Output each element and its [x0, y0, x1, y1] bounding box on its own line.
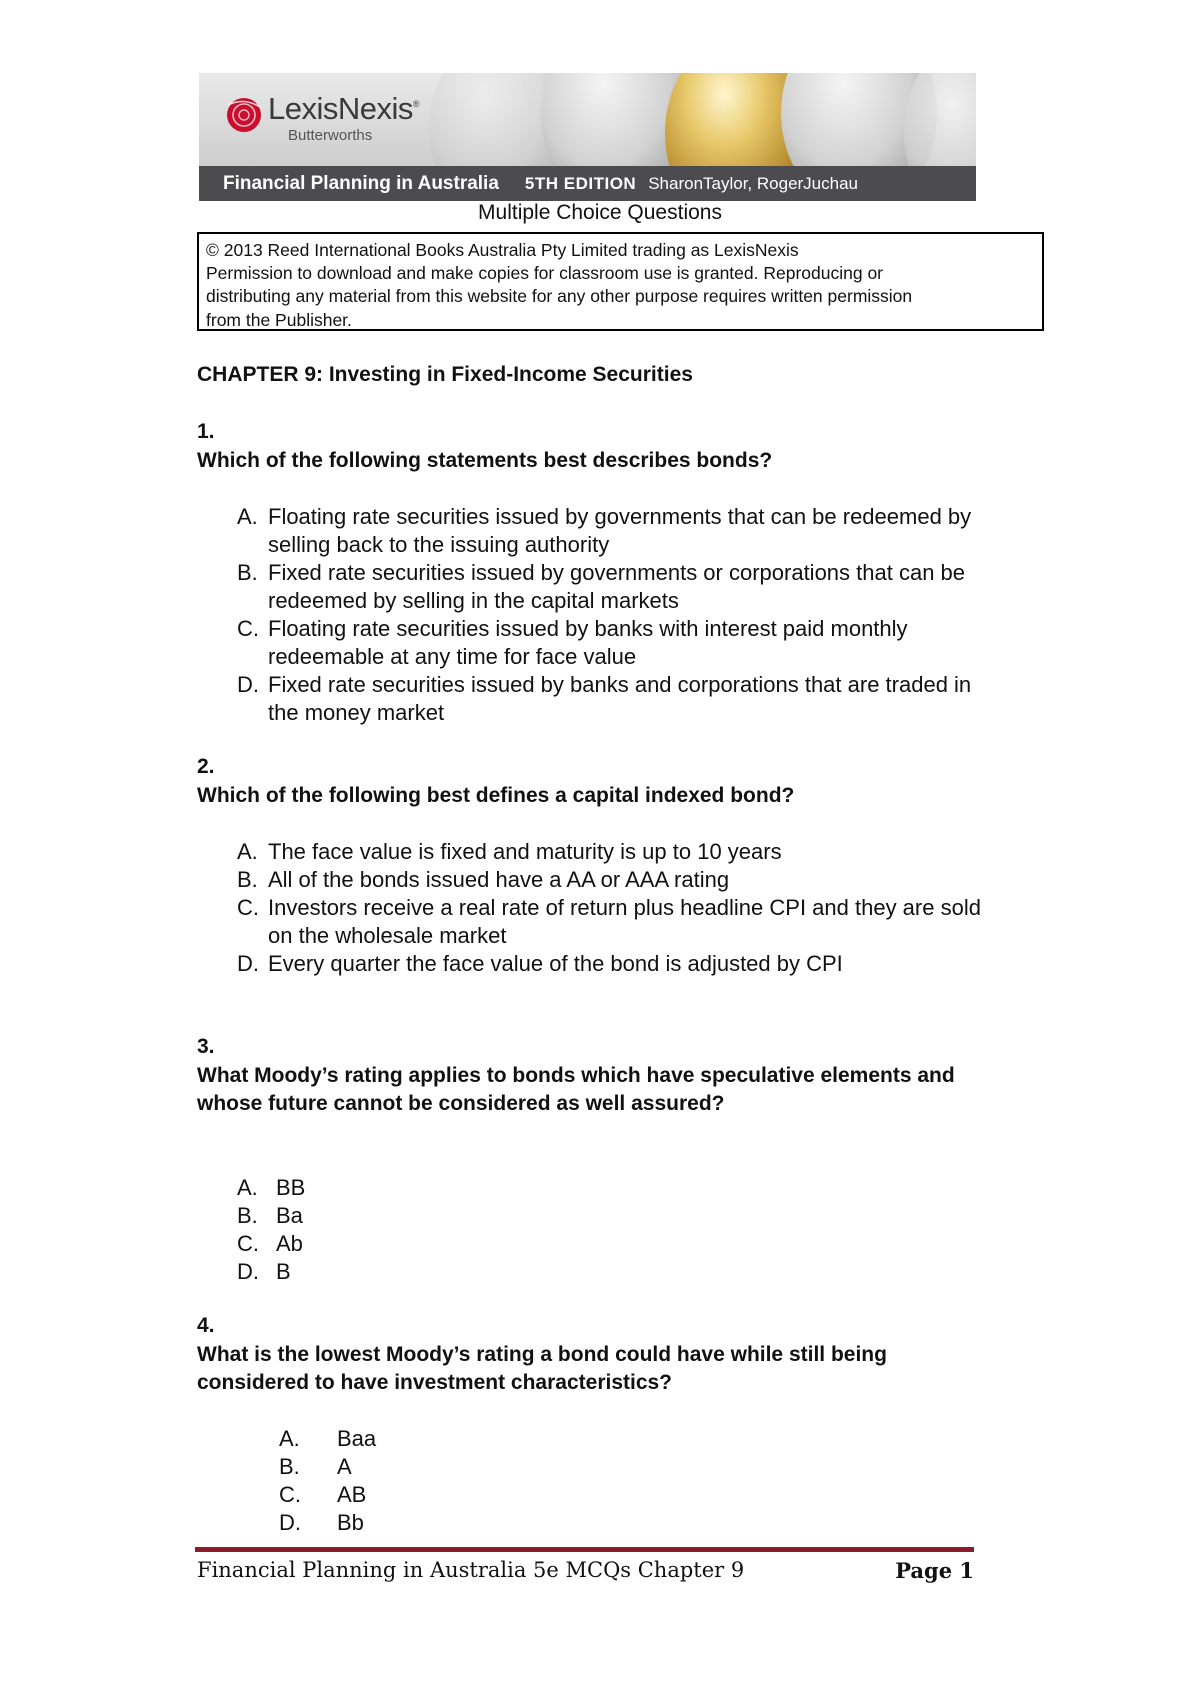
option-letter: B.	[237, 560, 258, 585]
book-title-bar	[199, 166, 976, 201]
answer-option	[237, 559, 997, 615]
option-letter: B.	[237, 867, 258, 892]
answer-option	[237, 838, 997, 866]
brand-name: LexisNexis®	[268, 91, 420, 126]
answer-option	[237, 1258, 997, 1286]
edition-label: 5TH EDITION	[524, 173, 637, 193]
header-banner	[199, 73, 976, 201]
answer-options	[237, 838, 997, 978]
copyright-line: from the Publisher.	[206, 309, 352, 330]
option-text: Investors receive a real rate of return plus headline CPI and they are sold on the wholesale market	[268, 895, 981, 948]
answer-options	[237, 503, 997, 727]
option-text: Floating rate securities issued by governments that can be redeemed by selling back to the issuing authority	[268, 504, 972, 557]
option-letter: A.	[279, 1426, 300, 1451]
option-text: BB	[276, 1175, 306, 1200]
answer-option	[279, 1509, 1039, 1537]
answer-option	[237, 866, 997, 894]
copyright-line: Permission to download and make copies for classroom use is granted. Reproducing or	[206, 263, 884, 284]
option-letter: D.	[279, 1510, 301, 1535]
option-text: Baa	[337, 1426, 377, 1451]
option-text: B	[276, 1259, 291, 1284]
option-letter: D.	[237, 1259, 259, 1284]
answer-option	[237, 1174, 997, 1202]
question-text: What Moody’s rating applies to bonds which have speculative elements and whose future cannot be considered as well assured?	[197, 1064, 955, 1115]
question-number: 4.	[197, 1314, 215, 1337]
answer-option	[237, 1202, 997, 1230]
answer-option	[279, 1481, 1039, 1509]
option-letter: D.	[237, 951, 259, 976]
answer-option	[279, 1425, 1039, 1453]
option-letter: B.	[279, 1454, 300, 1479]
answer-options	[279, 1425, 1039, 1537]
option-text: Bb	[337, 1510, 364, 1535]
question-number: 1.	[197, 420, 215, 443]
option-text: AB	[337, 1482, 367, 1507]
answer-option	[237, 1230, 997, 1258]
option-text: Floating rate securities issued by banks with interest paid monthly redeemable at any time for face value	[268, 616, 908, 669]
book-title: Financial Planning in Australia	[223, 172, 499, 194]
option-text: The face value is fixed and maturity is up to 10 years	[268, 839, 782, 864]
question-text: Which of the following best defines a capital indexed bond?	[197, 784, 795, 807]
lexisnexis-logo-icon	[224, 95, 264, 135]
option-text: All of the bonds issued have a AA or AAA rating	[268, 867, 730, 892]
option-letter: C.	[237, 895, 259, 920]
option-letter: B.	[237, 1203, 258, 1228]
answer-option	[237, 671, 997, 727]
brand-subtitle: Butterworths	[288, 127, 373, 144]
question-number: 3.	[197, 1035, 215, 1058]
footer-divider	[195, 1547, 974, 1552]
page-number: Page 1	[895, 1558, 974, 1583]
option-letter: A.	[237, 839, 258, 864]
option-text: Every quarter the face value of the bond is adjusted by CPI	[268, 951, 843, 976]
answer-option	[237, 894, 997, 950]
answer-option	[237, 503, 997, 559]
option-text: A	[337, 1454, 352, 1479]
option-text: Ba	[276, 1203, 303, 1228]
page-heading: Multiple Choice Questions	[478, 201, 722, 224]
question-number: 2.	[197, 755, 215, 778]
answer-option	[237, 615, 997, 671]
option-letter: C.	[237, 1231, 259, 1256]
answer-option	[237, 950, 997, 978]
footer-title: Financial Planning in Australia 5e MCQs Chapter 9	[197, 1558, 745, 1582]
option-text: Ab	[276, 1231, 303, 1256]
answer-options	[237, 1174, 997, 1286]
question-text: What is the lowest Moody’s rating a bond could have while still being considered to have investment characteristics?	[197, 1343, 887, 1394]
copyright-box	[197, 232, 1044, 331]
option-letter: C.	[279, 1482, 301, 1507]
option-letter: A.	[237, 504, 258, 529]
option-letter: A.	[237, 1175, 258, 1200]
question-text: Which of the following statements best describes bonds?	[197, 449, 773, 472]
chapter-title: CHAPTER 9: Investing in Fixed-Income Securities	[197, 363, 693, 386]
option-text: Fixed rate securities issued by governments or corporations that can be redeemed by selling in the capital markets	[268, 560, 966, 613]
copyright-line: © 2013 Reed International Books Australia Pty Limited trading as LexisNexis	[206, 240, 799, 260]
answer-option	[279, 1453, 1039, 1481]
option-text: Fixed rate securities issued by banks and corporations that are traded in the money market	[268, 672, 972, 725]
copyright-line: distributing any material from this website for any other purpose requires written permission	[206, 286, 913, 307]
option-letter: C.	[237, 616, 259, 641]
authors: SharonTaylor, RogerJuchau	[648, 173, 858, 193]
option-letter: D.	[237, 672, 259, 697]
